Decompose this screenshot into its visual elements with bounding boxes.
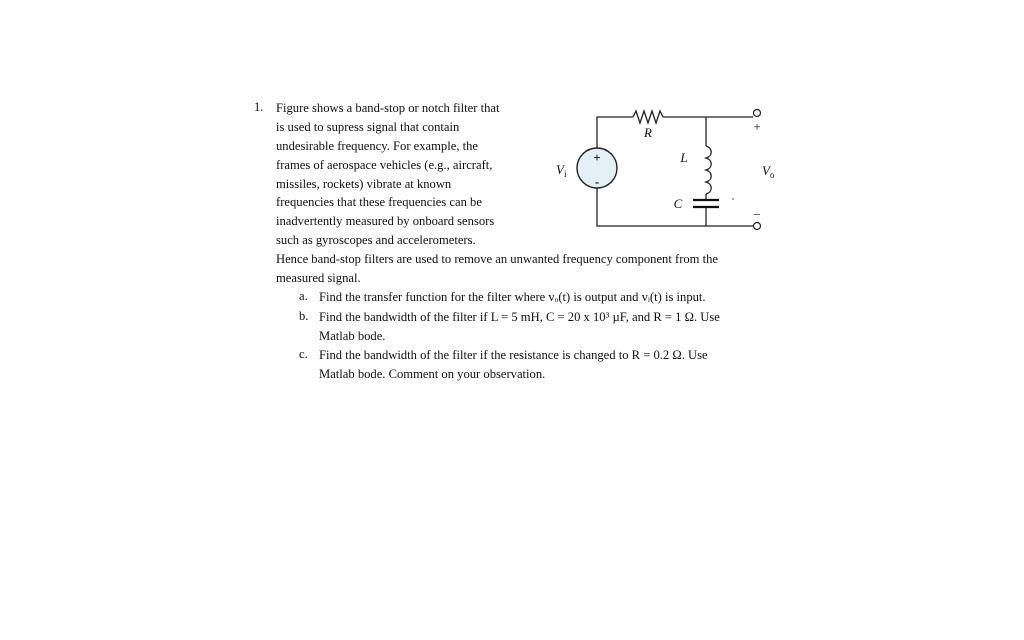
resistor-label: R xyxy=(644,125,652,140)
output-terminal-bottom xyxy=(754,223,761,230)
intro-line: measured signal. xyxy=(276,271,361,285)
intro-line: is used to supress signal that contain xyxy=(276,120,460,134)
capacitor-label: C xyxy=(673,196,683,211)
intro-line: frames of aerospace vehicles (e.g., aircraft, xyxy=(276,158,493,172)
intro-line: such as gyroscopes and accelerometers. xyxy=(276,233,476,247)
sub-question-marker: a. xyxy=(299,289,308,303)
source-plus-sign: + xyxy=(593,150,601,165)
inductor xyxy=(706,146,711,194)
input-voltage-subscript: i xyxy=(563,169,567,179)
stray-dot xyxy=(732,198,734,200)
wire-top-left xyxy=(597,117,633,148)
sub-question-text: Find the transfer function for the filter where vₒ(t) is output and vᵢ(t) is input. xyxy=(319,290,706,304)
sub-question-text: Find the bandwidth of the filter if L = 5 mH, C = 20 x 10³ µF, and R = 1 Ω. Use xyxy=(319,310,720,324)
resistor xyxy=(633,111,663,123)
output-minus-sign: − xyxy=(753,207,761,222)
output-voltage-subscript: o xyxy=(769,170,775,180)
sub-question-text: Find the bandwidth of the filter if the resistance is changed to R = 0.2 Ω. Use xyxy=(319,348,708,362)
output-voltage-letter: V xyxy=(762,163,770,178)
inductor-label: L xyxy=(680,150,688,165)
output-voltage-label xyxy=(762,163,775,180)
intro-line: undesirable frequency. For example, the xyxy=(276,139,479,153)
output-terminal-top xyxy=(754,110,761,117)
sub-question-marker: c. xyxy=(299,347,308,361)
output-plus-sign: + xyxy=(753,119,761,134)
sub-question-text: Matlab bode. xyxy=(319,329,386,343)
intro-line: missiles, rockets) vibrate at known xyxy=(276,177,452,191)
intro-line: Hence band-stop filters are used to remove an unwanted frequency component from the xyxy=(276,252,719,266)
capacitor xyxy=(693,200,719,207)
intro-line: Figure shows a band-stop or notch filter that xyxy=(276,101,500,115)
input-voltage-letter: V xyxy=(556,162,564,177)
intro-line: frequencies that these frequencies can be xyxy=(276,195,482,209)
intro-line: inadvertently measured by onboard sensors xyxy=(276,214,495,228)
problem-number: 1. xyxy=(254,100,264,114)
sub-question-marker: b. xyxy=(299,309,309,323)
source-minus-sign: - xyxy=(594,174,600,189)
input-voltage-label xyxy=(556,162,567,179)
sub-question-text: Matlab bode. Comment on your observation. xyxy=(319,367,546,381)
